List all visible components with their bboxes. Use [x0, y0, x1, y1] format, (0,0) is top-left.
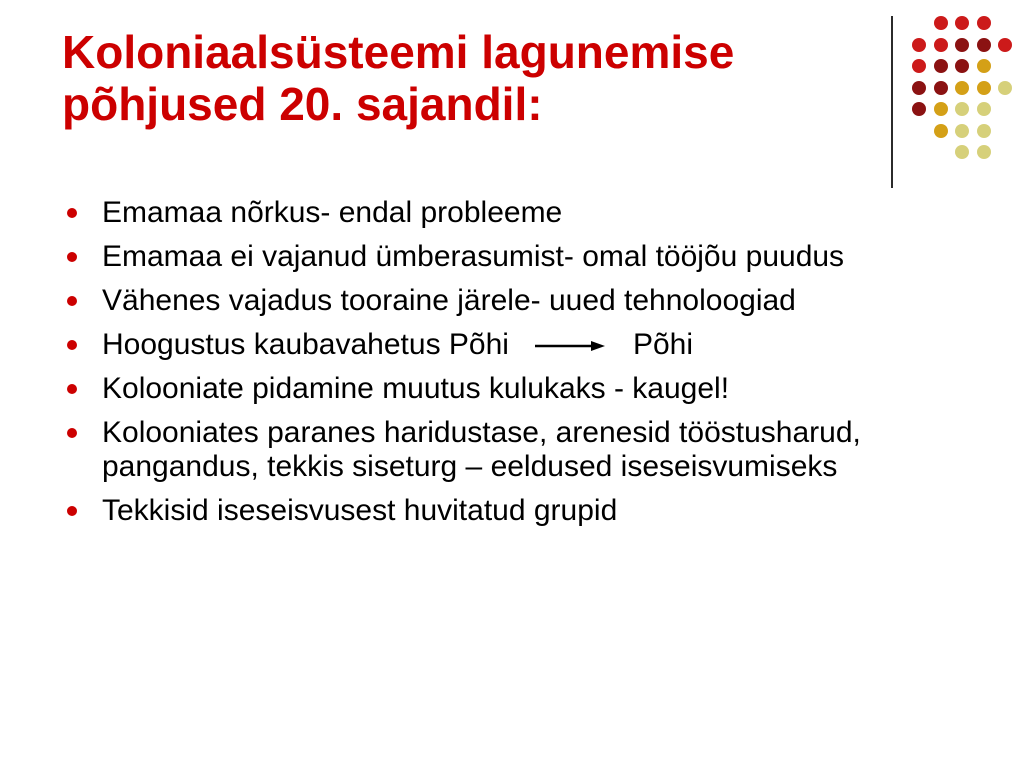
- decorative-dot: [977, 124, 991, 138]
- slide-title: [62, 26, 872, 130]
- slide-title-line-2: põhjused 20. sajandil:: [62, 78, 543, 130]
- bullet-text: Tekkisid iseseisvusest huvitatud grupid: [102, 494, 618, 527]
- decorative-dot: [955, 145, 969, 159]
- decorative-dot: [998, 81, 1012, 95]
- decorative-dot: [977, 59, 991, 73]
- bullet-item: [62, 240, 982, 274]
- bullet-dot-icon: [67, 208, 77, 218]
- bullet-text: Emamaa nõrkus- endal probleeme: [102, 196, 563, 229]
- bullet-text: Emamaa ei vajanud ümberasumist- omal tööjõu puudus: [102, 240, 845, 273]
- decorative-dot: [912, 59, 926, 73]
- decorative-dot: [955, 81, 969, 95]
- bullet-dot-icon: [67, 506, 77, 516]
- bullet-dot-icon: [67, 384, 77, 394]
- decorative-dot: [955, 38, 969, 52]
- bullet-item: [62, 328, 982, 362]
- bullet-item: [62, 494, 982, 528]
- bullet-dot-icon: [67, 340, 77, 350]
- slide-title-line-1: Koloniaalsüsteemi lagunemise: [62, 26, 735, 78]
- bullet-list: [62, 196, 982, 538]
- decorative-dot: [977, 81, 991, 95]
- bullet-text-after-arrow: Põhi: [632, 328, 693, 361]
- decorative-dot: [977, 38, 991, 52]
- vertical-divider: [891, 16, 893, 188]
- right-arrow-icon: [535, 339, 605, 353]
- decorative-dot: [998, 38, 1012, 52]
- bullet-item: [62, 372, 982, 406]
- decorative-dot: [977, 102, 991, 116]
- decorative-dot: [912, 81, 926, 95]
- decorative-dot: [934, 16, 948, 30]
- decorative-dot: [934, 81, 948, 95]
- bullet-text: Vähenes vajadus tooraine järele- uued tehnoloogiad: [102, 284, 796, 317]
- bullet-item: [62, 284, 982, 318]
- bullet-item: [62, 196, 982, 230]
- decorative-dot: [934, 124, 948, 138]
- decorative-dot: [977, 16, 991, 30]
- decorative-dot: [955, 59, 969, 73]
- decorative-dot: [955, 16, 969, 30]
- decorative-dot: [912, 102, 926, 116]
- decorative-dot: [955, 102, 969, 116]
- decorative-dot: [912, 38, 926, 52]
- decorative-dot: [934, 102, 948, 116]
- bullet-dot-icon: [67, 252, 77, 262]
- decorative-dot: [977, 145, 991, 159]
- bullet-dot-icon: [67, 428, 77, 438]
- bullet-item: [62, 416, 982, 484]
- bullet-text: Kolooniates paranes haridustase, arenesid tööstusharud, pangandus, tekkis siseturg – eeldused iseseisvumiseks: [102, 416, 861, 483]
- bullet-text: Kolooniate pidamine muutus kulukaks - kaugel!: [102, 372, 730, 405]
- bullet-dot-icon: [67, 296, 77, 306]
- decorative-dot: [955, 124, 969, 138]
- decorative-dot: [934, 38, 948, 52]
- bullet-text-before-arrow: Hoogustus kaubavahetus Põhi: [102, 328, 509, 361]
- decorative-dot: [934, 59, 948, 73]
